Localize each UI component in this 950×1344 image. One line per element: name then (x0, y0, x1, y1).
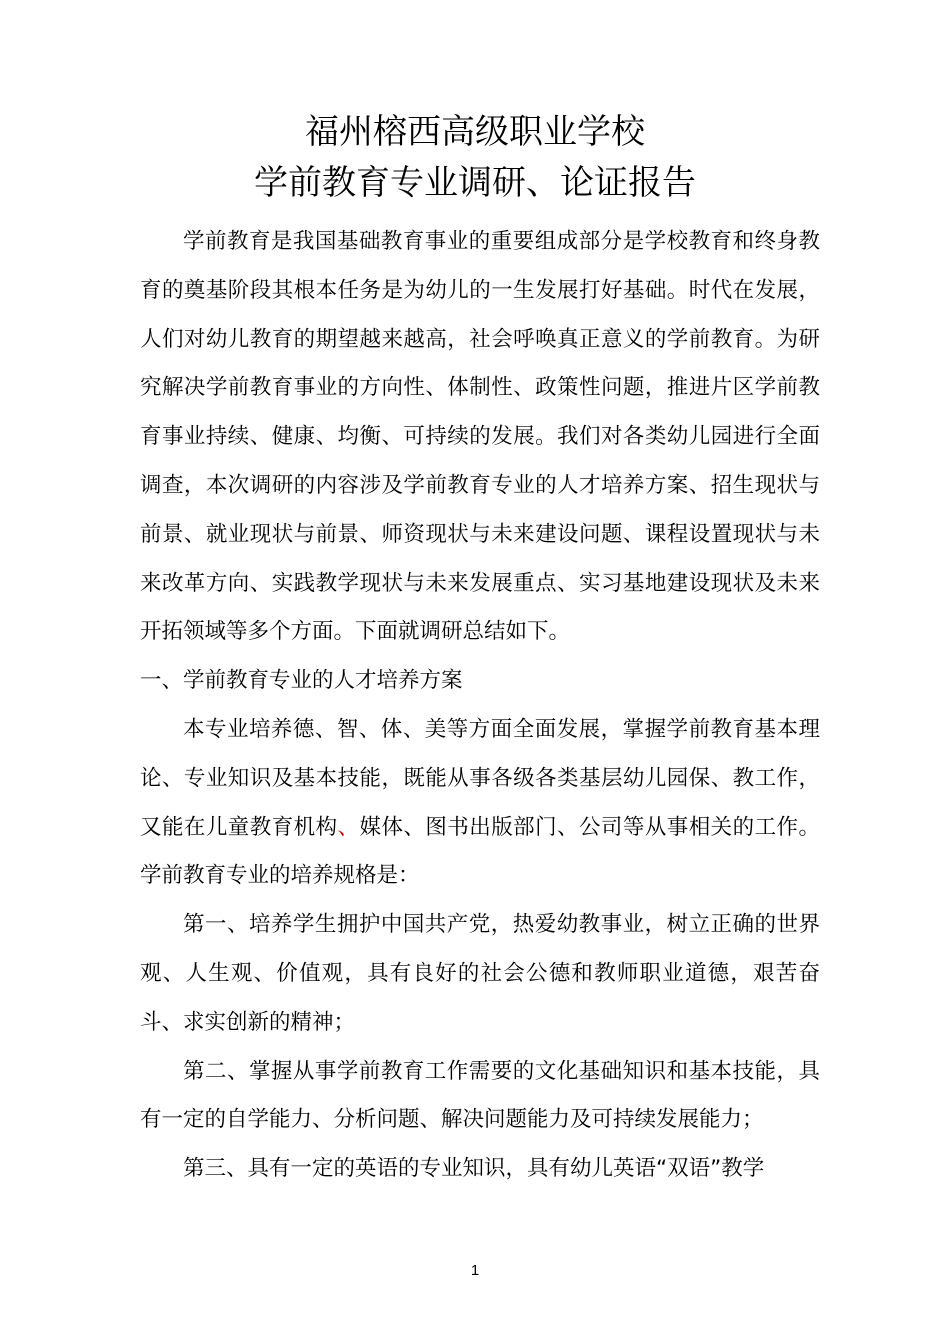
paragraph-training-goal (140, 706, 820, 901)
paragraph-spec-3: 第三、具有一定的英语的专业知识，具有幼儿英语“双语”教学 (183, 1156, 765, 1182)
paragraph-spec-2: 第二、掌握从事学前教育工作需要的文化基础知识和基本技能，具有一定的自学能力、分析问题、解决问题能力及可持续发展能力； (140, 1058, 820, 1133)
paragraph-intro: 学前教育是我国基础教育事业的重要组成部分是学校教育和终身教育的奠基阶段其根本任务是为幼儿的一生发展打好基础。时代在发展，人们对幼儿教育的期望越来越高，社会呼唤真正意义的学前教育。为研究解决学前教育事业的方向性、体制性、政策性问题，推进片区学前教育事业持续、健康、均衡、可持续的发展。我们对各类幼儿园进行全面调查，本次调研的内容涉及学前教育专业的人才培养方案、招生现状与前景、就业现状与前景、师资现状与未来建设问题、课程设置现状与未来改革方向、实践教学现状与未来发展重点、实习基地建设现状及未来开拓领域等多个方面。下面就调研总结如下。 (140, 229, 820, 645)
paragraph-spec-1: 第一、培养学生拥护中国共产党，热爱幼教事业，树立正确的世界观、人生观、价值观，具有良好的社会公德和教师职业道德，艰苦奋斗、求实创新的精神； (140, 912, 820, 1035)
document-body (140, 218, 820, 1194)
document-title-school: 福州榕西高级职业学校 (305, 112, 645, 152)
paragraph-training-goal-part1: 本专业培养德、智、体、美等方面全面发展，掌握学前教育基本理论、专业知识及基本技能，既能从事各级各类基层幼儿园保、教工作，又能在儿童教育机构 (140, 716, 820, 840)
page-number: 1 (470, 1262, 480, 1279)
red-punctuation-mark: 、 (337, 814, 360, 840)
document-title-report: 学前教育专业调研、论证报告 (254, 163, 696, 203)
section-heading-1: 一、学前教育专业的人才培养方案 (140, 668, 463, 694)
paragraph-training-goal-part2: 媒体、图书出版部门、公司等从事相关的工作。学前教育专业的培养规格是： (140, 814, 820, 889)
